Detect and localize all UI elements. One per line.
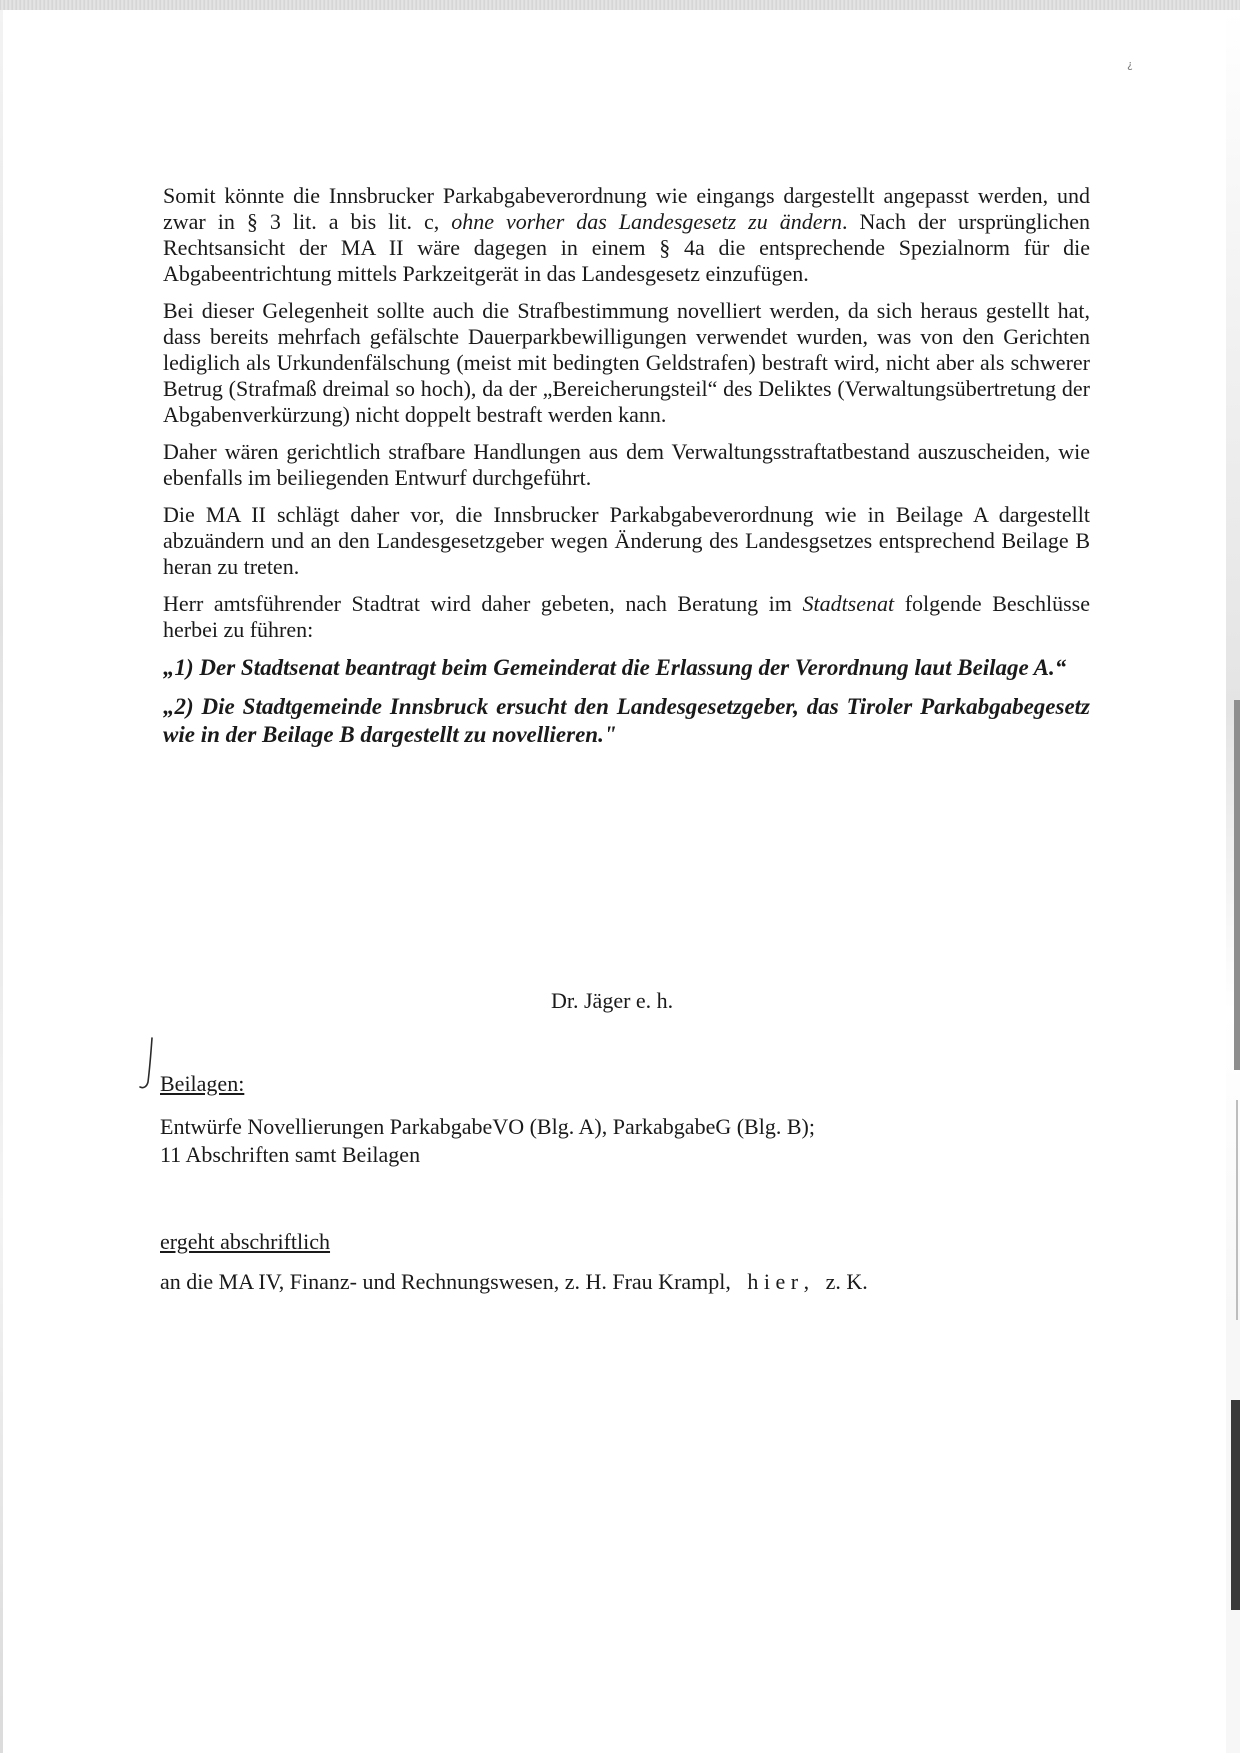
paragraph-4: Die MA II schlägt daher vor, die Innsbrucker Parkabgabeverordnung wie in Beilage A dargestellt abzuändern und an den Landesgesetzgeber wegen Änderung des Landesgsetzes entsprechend Beilage B heran zu treten.: [163, 502, 1090, 579]
copy-heading: ergeht abschriftlich: [160, 1229, 331, 1254]
italic-phrase: Stadtsenat: [802, 591, 895, 616]
paragraph-3: Daher wären gerichtlich strafbare Handlungen aus dem Verwaltungsstraftatbestand auszuscheiden, wie ebenfalls im beiliegenden Entwurf durchgeführt.: [163, 439, 1090, 490]
beilagen-heading: Beilagen:: [160, 1071, 245, 1096]
copy-recipient: an die MA IV, Finanz- und Rechnungswesen, z. H. Frau Krampl, h i e r , z. K.: [160, 1269, 868, 1294]
beilagen-line: Entwürfe Novellierungen ParkabgabeVO (Blg. A), ParkabgabeG (Blg. B);: [160, 1114, 815, 1139]
paragraph-5: Herr amtsführender Stadtrat wird daher gebeten, nach Beratung im Stadtsenat folgende Beschlüsse herbei zu führen:: [163, 591, 1091, 642]
paragraph-2: Bei dieser Gelegenheit sollte auch die Strafbestimmung novelliert werden, da sich heraus gestellt hat, dass bereits mehrfach gefälschte Dauerparkbewilligungen verwendet wurden, was von den Gerichten lediglich als Urkundenfälschung (meist mit bedingten Geldstrafen) bestraft wird, nicht aber als schwerer Betrug (Strafmaß dreimal so hoch), da der „Bereicherungsteil“ des Deliktes (Verwaltungsübertretung der Abgabenverkürzung) nicht doppelt bestraft werden kann.: [163, 298, 1090, 427]
italic-phrase: ohne vorher das Landesgesetz zu ändern: [451, 209, 843, 234]
scan-artifact-bar: [1236, 1100, 1238, 1320]
signature-line: Dr. Jäger e. h.: [551, 988, 674, 1013]
scan-edge-top: [0, 0, 1240, 10]
resolution-1: „1) Der Stadtsenat beantragt beim Gemeinderat die Erlassung der Verordnung laut Beilage A.“: [163, 655, 1067, 680]
beilagen-list: [160, 1113, 815, 1169]
scan-edge-left: [0, 10, 3, 1753]
scan-artifact-bar: [1231, 1400, 1240, 1610]
scan-edge-right: [1226, 10, 1240, 1753]
document-body: [163, 183, 1090, 760]
resolution-2: „2) Die Stadtgemeinde Innsbruck ersucht den Landesgesetzgeber, das Tiroler Parkabgabegesetz wie in der Beilage B dargestellt zu novellieren.": [163, 694, 1090, 747]
handwritten-mark-icon: [137, 1036, 161, 1092]
paragraph-1: Somit könnte die Innsbrucker Parkabgabeverordnung wie eingangs dargestellt angepasst werden, und zwar in § 3 lit. a bis lit. c, ohne vorher das Landesgesetz zu ändern. Nach der ursprünglichen Rechtsansicht der MA II wäre dagegen in einem § 4a die entsprechende Spezialnorm für die Abgabeentrichtung mittels Parkzeitgerät in das Landesgesetz einzufügen.: [163, 183, 1091, 286]
corner-mark: ¿: [1127, 58, 1133, 71]
scan-artifact-bar: [1234, 700, 1240, 1070]
beilagen-line: 11 Abschriften samt Beilagen: [160, 1142, 421, 1167]
